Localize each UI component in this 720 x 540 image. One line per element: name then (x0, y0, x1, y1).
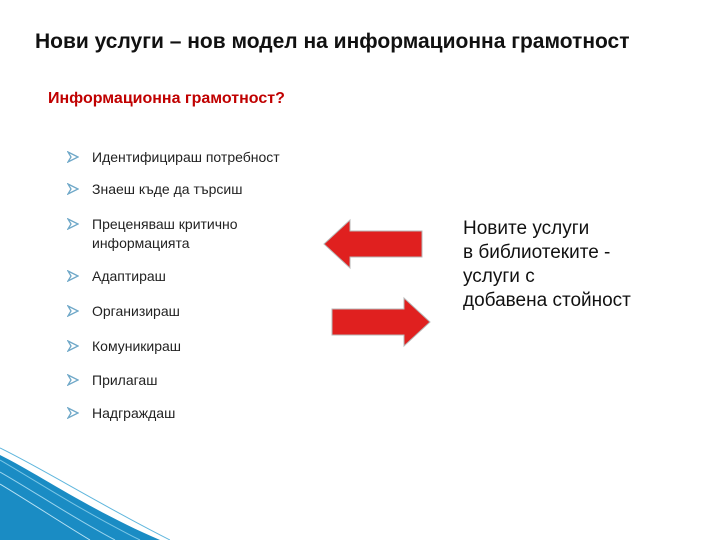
arrow-left-icon (322, 218, 424, 270)
arrowhead-bullet-icon (67, 374, 79, 386)
bullet-text: Адаптираш (92, 268, 166, 284)
bullet-text: Идентифицираш потребност (92, 149, 280, 165)
side-text-line: в библиотеките - (463, 242, 611, 263)
bullet-text: Организираш (92, 303, 180, 319)
bullet-item-adapt (67, 267, 317, 286)
bullet-item-communicate (67, 337, 317, 356)
arrowhead-bullet-icon (67, 183, 79, 195)
side-text-line: Новите услуги (463, 218, 590, 239)
bullet-text: Надграждаш (92, 405, 176, 421)
corner-wave-decoration (0, 440, 170, 540)
slide-title: Нови услуги – нов модел на информационна грамотност (35, 30, 630, 53)
arrowhead-bullet-icon (67, 340, 79, 352)
bullet-item-organize (67, 302, 317, 321)
bullet-item-search (67, 180, 317, 199)
arrowhead-bullet-icon (67, 407, 79, 419)
arrowhead-bullet-icon (67, 270, 79, 282)
arrowhead-bullet-icon (67, 218, 79, 230)
arrowhead-bullet-icon (67, 305, 79, 317)
side-text-line: добавена стойност (463, 290, 631, 311)
arrowhead-bullet-icon (67, 151, 79, 163)
bullet-item-identify (67, 148, 317, 167)
arrow-right-icon (330, 296, 432, 348)
bullet-item-upgrade (67, 404, 317, 423)
value-added-services-text (463, 217, 703, 313)
slide-subtitle: Информационна грамотност? (48, 90, 285, 107)
bullet-item-evaluate (67, 215, 317, 253)
bullet-text: Комуникираш (92, 338, 182, 354)
bullet-text: Прилагаш (92, 372, 158, 388)
bullet-text: Преценяваш критично информацията (92, 216, 238, 251)
bullet-item-apply (67, 371, 317, 390)
side-text-line: услуги с (463, 266, 535, 287)
bullet-text: Знаеш къде да търсиш (92, 181, 243, 197)
